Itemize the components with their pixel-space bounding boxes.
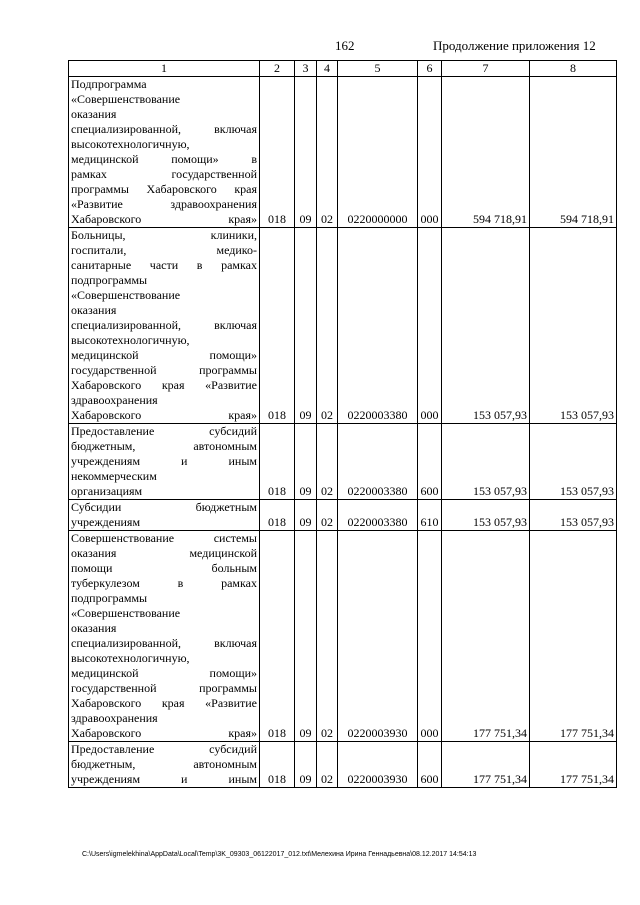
expense-type-code: 000: [418, 228, 442, 424]
section-code: 09: [295, 500, 317, 531]
description-line: программы Хабаровского края: [71, 182, 257, 196]
section-code: 09: [295, 228, 317, 424]
description-line: «Совершенствование: [71, 92, 181, 106]
description-line: госпитали, медико-: [71, 243, 257, 257]
target-article-code: 0220003380: [338, 424, 418, 500]
description-line: специализированной, включая: [71, 318, 257, 332]
target-article-code: 0220003930: [338, 742, 418, 788]
column-number: 2: [260, 61, 295, 77]
description-line: здравоохранения: [71, 393, 158, 407]
description-line: государственной программы: [71, 363, 257, 377]
amount-col7: 594 718,91: [442, 77, 530, 228]
column-number: 1: [69, 61, 260, 77]
column-number: 3: [295, 61, 317, 77]
description-line: некоммерческим: [71, 469, 157, 483]
column-number: 5: [338, 61, 418, 77]
table-row: [69, 424, 617, 500]
expense-type-code: 000: [418, 531, 442, 742]
amount-col8: 153 057,93: [530, 228, 617, 424]
subsection-code: 02: [317, 77, 338, 228]
grbs-code: 018: [260, 77, 295, 228]
description-line: бюджетным, автономным: [71, 757, 257, 771]
description-line: оказания: [71, 303, 117, 317]
description-line: Хабаровского края «Развитие: [71, 696, 257, 710]
row-description: [69, 500, 260, 531]
description-line: Предоставление субсидий: [71, 742, 257, 756]
description-line: Хабаровского края «Развитие: [71, 378, 257, 392]
description-line: Предоставление субсидий: [71, 424, 257, 438]
description-line: бюджетным, автономным: [71, 439, 257, 453]
expense-type-code: 000: [418, 77, 442, 228]
row-description: [69, 742, 260, 788]
description-line: медицинской помощи»: [71, 348, 257, 362]
description-line: специализированной, включая: [71, 636, 257, 650]
section-code: 09: [295, 77, 317, 228]
page-number: 162: [335, 38, 355, 53]
description-line: специализированной, включая: [71, 122, 257, 136]
description-line: Субсидии бюджетным: [71, 500, 257, 514]
description-line: Хабаровского края»: [71, 212, 257, 226]
amount-col7: 177 751,34: [442, 531, 530, 742]
row-description: [69, 531, 260, 742]
description-line: оказания: [71, 621, 117, 635]
target-article-code: 0220003930: [338, 531, 418, 742]
description-line: Подпрограмма: [71, 77, 147, 91]
table-row: [69, 77, 617, 228]
expense-type-code: 600: [418, 742, 442, 788]
column-number-row: [69, 61, 617, 77]
file-path-footer: C:\Users\igmelekhina\AppData\Local\Temp\3K_09303_06122017_012.txt\Мелехина Ирина Геннадьевна\08.12.2017 14:54:13: [82, 851, 477, 858]
column-number: 8: [530, 61, 617, 77]
section-code: 09: [295, 531, 317, 742]
row-description: [69, 424, 260, 500]
description-line: Хабаровского края»: [71, 726, 257, 740]
row-description: [69, 77, 260, 228]
subsection-code: 02: [317, 228, 338, 424]
description-line: высокотехнологичную,: [71, 137, 190, 151]
description-line: учреждениям и иным: [71, 772, 257, 786]
expense-type-code: 600: [418, 424, 442, 500]
description-line: «Совершенствование: [71, 288, 181, 302]
description-line: Совершенствование системы: [71, 531, 257, 545]
description-line: «Совершенствование: [71, 606, 181, 620]
subsection-code: 02: [317, 500, 338, 531]
description-line: учреждениям и иным: [71, 454, 257, 468]
amount-col7: 153 057,93: [442, 424, 530, 500]
table-row: [69, 228, 617, 424]
row-description: [69, 228, 260, 424]
target-article-code: 0220003380: [338, 228, 418, 424]
amount-col8: 153 057,93: [530, 500, 617, 531]
amount-col8: 153 057,93: [530, 424, 617, 500]
description-line: высокотехнологичную,: [71, 333, 190, 347]
description-line: здравоохранения: [71, 711, 158, 725]
column-number: 4: [317, 61, 338, 77]
amount-col8: 177 751,34: [530, 742, 617, 788]
description-line: «Развитие здравоохранения: [71, 197, 257, 211]
description-line: оказания медицинской: [71, 546, 257, 560]
description-line: подпрограммы: [71, 273, 148, 287]
amount-col8: 177 751,34: [530, 531, 617, 742]
continuation-label: Продолжение приложения 12: [433, 38, 596, 53]
column-number: 6: [418, 61, 442, 77]
description-line: организациям: [71, 484, 143, 498]
column-number: 7: [442, 61, 530, 77]
amount-col7: 177 751,34: [442, 742, 530, 788]
target-article-code: 0220003380: [338, 500, 418, 531]
amount-col7: 153 057,93: [442, 228, 530, 424]
subsection-code: 02: [317, 424, 338, 500]
amount-col7: 153 057,93: [442, 500, 530, 531]
description-line: государственной программы: [71, 681, 257, 695]
description-line: санитарные части в рамках: [71, 258, 257, 272]
description-line: туберкулезом в рамках: [71, 576, 257, 590]
grbs-code: 018: [260, 531, 295, 742]
description-line: высокотехнологичную,: [71, 651, 190, 665]
grbs-code: 018: [260, 228, 295, 424]
grbs-code: 018: [260, 742, 295, 788]
subsection-code: 02: [317, 531, 338, 742]
description-line: медицинской помощи» в: [71, 152, 257, 166]
description-line: помощи больным: [71, 561, 257, 575]
grbs-code: 018: [260, 424, 295, 500]
subsection-code: 02: [317, 742, 338, 788]
description-line: Больницы, клиники,: [71, 228, 257, 242]
section-code: 09: [295, 742, 317, 788]
description-line: оказания: [71, 107, 117, 121]
description-line: рамках государственной: [71, 167, 257, 181]
amount-col8: 594 718,91: [530, 77, 617, 228]
table-row: [69, 500, 617, 531]
description-line: учреждениям: [71, 515, 141, 529]
grbs-code: 018: [260, 500, 295, 531]
section-code: 09: [295, 424, 317, 500]
description-line: медицинской помощи»: [71, 666, 257, 680]
description-line: Хабаровского края»: [71, 408, 257, 422]
budget-table: [68, 60, 617, 788]
table-row: [69, 531, 617, 742]
table-row: [69, 742, 617, 788]
expense-type-code: 610: [418, 500, 442, 531]
target-article-code: 0220000000: [338, 77, 418, 228]
description-line: подпрограммы: [71, 591, 148, 605]
